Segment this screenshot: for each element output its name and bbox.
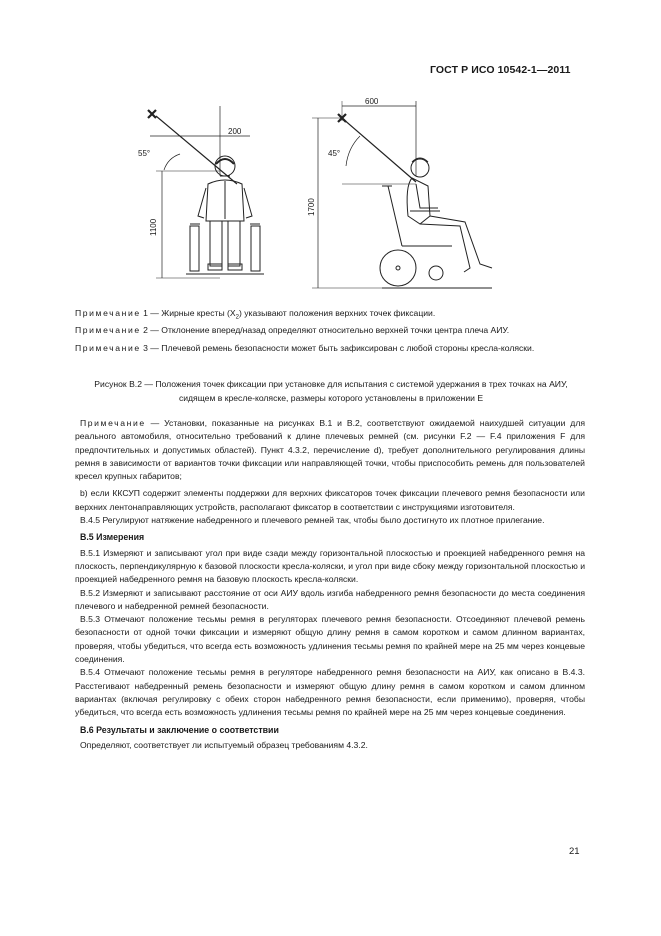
rear-view-dummy — [148, 106, 264, 278]
clause-b52: В.5.2 Измеряют и записывают расстояние от оси АИУ вдоль изгиба набедренного ремня безопасности до места соединения плечевого и набедренной ремней безопасности. — [75, 587, 585, 611]
note-label: Примечание — [75, 343, 141, 353]
general-note: Примечание — Установки, показанные на рисунках В.1 и В.2, соответствуют ожидаемой наихудшей ситуации для реального автомобиля, относительно требований к длине плечевых ремней (см. рисунки F.2 — F.4 приложения F для предпочтительных и допустимых областей). Пункт 4.3.2, перечисление d), требует дополнительного регулирования длины ремня в зависимости от вариантов точки фиксации или направляющей точки, чтобы приспособить ремень для пользователей кресел крупных габаритов; — [75, 418, 585, 482]
side-view-dummy — [312, 101, 492, 288]
dim-200: 200 — [228, 127, 242, 136]
figure-note-2: Примечание 2 — Отклонение вперед/назад определяют относительно верхней точки центра плеча АИУ. — [75, 325, 510, 335]
figure-caption: Рисунок В.2 — Положения точек фиксации при установке для испытания с системой удержания в трех точках на АИУ, сидящем в кресле-коляске, размеры которого установлены в приложении Е — [94, 379, 568, 403]
note-label: Примечание — [75, 325, 141, 335]
item-b: b) если ККСУП содержит элементы поддержки для верхних фиксаторов точек фиксации плечевого ремня безопасности или верхних лентонаправляющих устройств, располагают фиксатор в соответствии с инструкциями изготовителя. — [75, 488, 585, 512]
page-number: 21 — [569, 846, 580, 857]
clause-b6: Определяют, соответствует ли испытуемый образец требованиям 4.3.2. — [80, 739, 368, 750]
main-text — [75, 417, 585, 752]
figure-note-1: Примечание 1 — Жирные кресты $(X_2)$ указывают положения верхних точек фиксации. — [75, 308, 436, 321]
note-label: Примечание — [75, 308, 141, 318]
figure-note-3: Примечание 3 — Плечевой ремень безопасности может быть зафиксирован с любой стороны кресла-коляски. — [75, 343, 535, 353]
clause-b53: В.5.3 Отмечают положение тесьмы ремня в регуляторах плечевого ремня безопасности. Отсоединяют плечевой ремень безопасности от одной точки фиксации и измеряют общую длину ремня в самом коротком и самом длинном вариантах, проверяя, чтобы убедиться, что всегда есть возможность удлинения тесьмы ремня по крайней мере на 25 мм через концевые соединения. — [75, 614, 585, 665]
document-header: ГОСТ Р ИСО 10542-1—2011 — [430, 64, 571, 76]
figure-b2-drawing — [120, 96, 560, 296]
heading-b6: В.6 Результаты и заключение о соответствии — [80, 724, 279, 735]
dim-55-degrees: 55° — [138, 149, 151, 158]
dim-45-degrees: 45° — [328, 149, 341, 158]
clause-b54: В.5.4 Отмечают положение тесьмы ремня в регуляторе набедренного ремня безопасности на АИУ, как описано в В.4.3. Расстегивают набедренный ремень безопасности и измеряют общую длину ремня в самом коротком и самом длинном вариантах (включая регулировку с обеих сторон набедренного ремня безопасности, если применимо), проверяя, чтобы убедиться, что всегда есть возможность удлинения тесьмы ремня по крайней мере на 25 мм через концевые соединения. — [75, 667, 585, 718]
dim-1700: 1700 — [307, 198, 316, 216]
clause-b45: В.4.5 Регулируют натяжение набедренного и плечевого ремней так, чтобы было достигнуто их плотное прилегание. — [80, 515, 545, 526]
dim-600: 600 — [365, 97, 379, 106]
clause-b51: В.5.1 Измеряют и записывают угол при виде сзади между горизонтальной плоскостью и проекцией набедренного ремня на плоскость, перпендикулярную к базовой плоскости кресла-коляски, и угол при виде сбоку между горизонтальной плоскостью и проекцией набедренного ремня на базовую плоскость кресла-коляски. — [75, 547, 585, 585]
dim-1100: 1100 — [149, 218, 158, 236]
heading-b5: В.5 Измерения — [80, 532, 145, 543]
